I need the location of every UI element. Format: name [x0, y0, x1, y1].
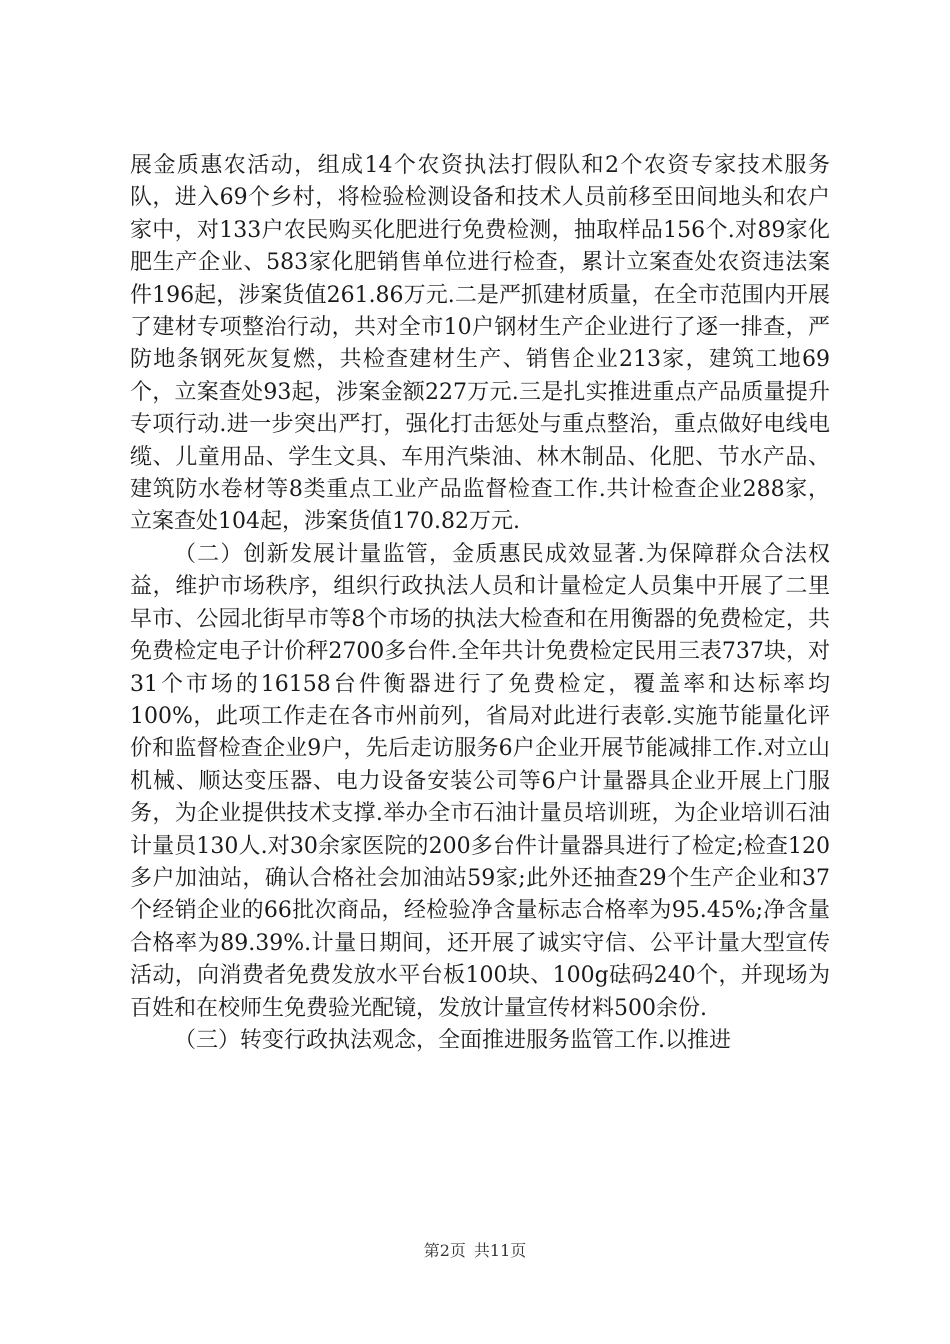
paragraph-3: （三）转变行政执法观念，全面推进服务监管工作.以推进	[174, 1027, 731, 1053]
page-number: 第2页	[423, 1241, 466, 1260]
paragraph-1: 展金质惠农活动，组成14个农资执法打假队和2个农资专家技术服务队，进入69个乡村，将检验检测设备和技术人员前移至田间地头和农户家中，对133户农民购买化肥进行免费检测，抽取样品156个.对89家化肥生产企业、583家化肥销售单位进行检查，累计立案查处农资违法案件196起，涉案货值261.86万元.二是严抓建材质量，在全市范围内开展了建材专项整治行动，共对全市10户钢材生产企业进行了逐一排查，严防地条钢死灰复燃，共检查建材生产、销售企业213家，建筑工地69个，立案查处93起，涉案金额227万元.三是扎实推进重点产品质量提升专项行动.进一步突出严打，强化打击惩处与重点整治，重点做好电线电缆、儿童用品、学生文具、车用汽柴油、林木制品、化肥、节水产品、建筑防水卷材等8类重点工业产品监督检查工作.共计检查企业288家，立案查处104起，涉案货值170.82万元.	[130, 153, 830, 535]
page-footer	[0, 1238, 950, 1261]
document-body	[130, 150, 830, 1057]
paragraph-2: （二）创新发展计量监管，金质惠民成效显著.为保障群众合法权益，维护市场秩序，组织行政执法人员和计量检定人员集中开展了二里早市、公园北街早市等8个市场的执法大检查和在用衡器的免费检定，共免费检定电子计价秤2700多台件.全年共计免费检定民用三表737块，对31个市场的16158台件衡器进行了免费检定，覆盖率和达标率均100%，此项工作走在各市州前列，省局对此进行表彰.实施节能量化评价和监督检查企业9户，先后走访服务6户企业开展节能减排工作.对立山机械、顺达变压器、电力设备安装公司等6户计量器具企业开展上门服务，为企业提供技术支撑.举办全市石油计量员培训班，为企业培训石油计量员130人.对30余家医院的200多台件计量器具进行了检定;检查120多户加油站，确认合格社会加油站59家;此外还抽查29个生产企业和37个经销企业的66批次商品，经检验净含量标志合格率为95.45%;净含量合格率为89.39%.计量日期间，还开展了诚实守信、公平计量大型宣传活动，向消费者免费发放水平台板100块、100g砝码240个，并现场为百姓和在校师生免费验光配镜，发放计量宣传材料500余份.	[130, 541, 830, 1021]
page-total: 共11页	[473, 1241, 527, 1260]
